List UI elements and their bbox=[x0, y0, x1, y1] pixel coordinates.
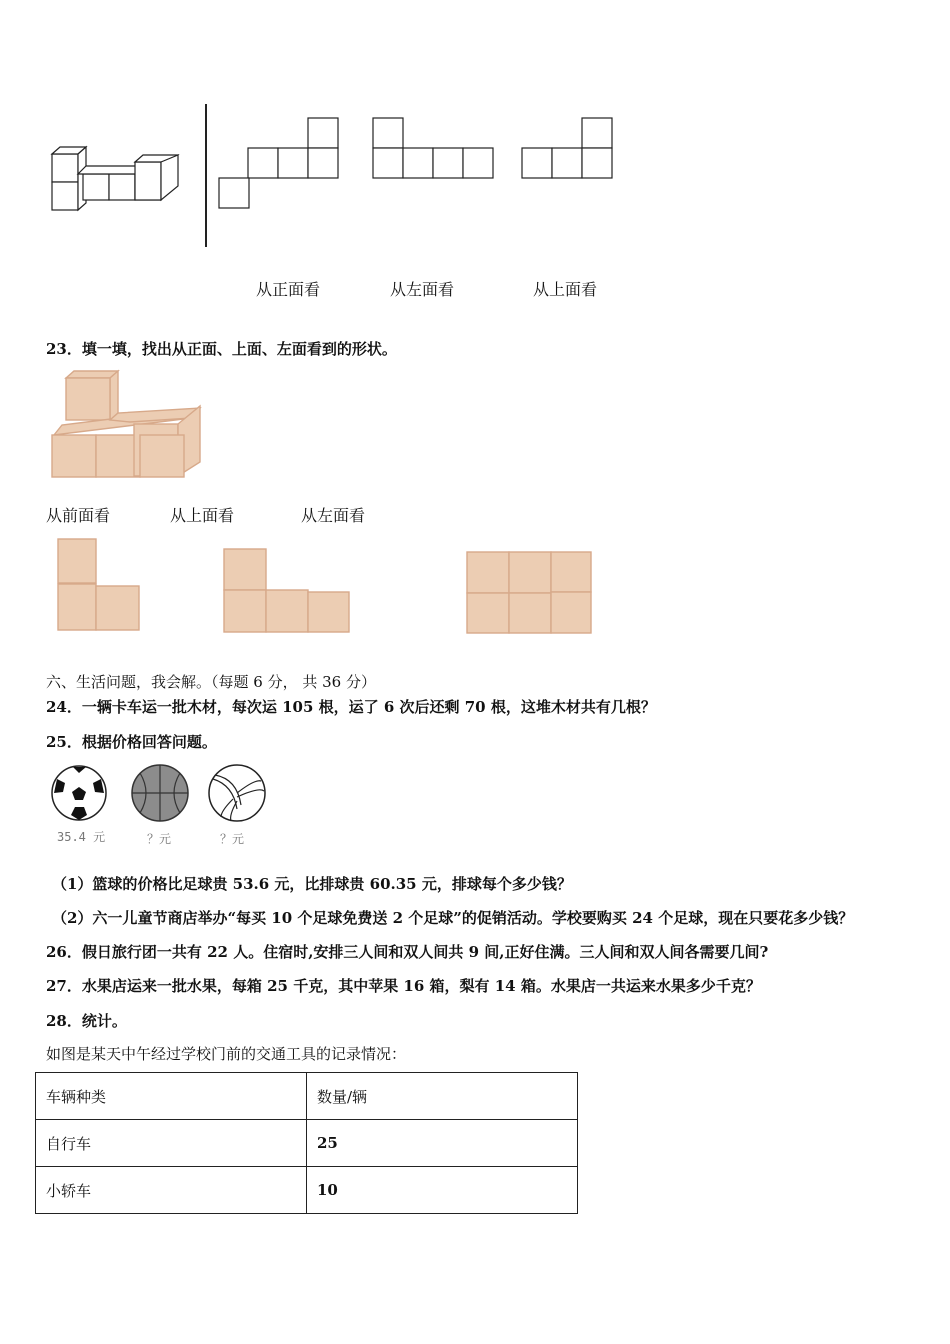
top-view-grid bbox=[522, 118, 617, 183]
left-view-grid bbox=[373, 118, 498, 183]
left-view-label: 从左面看 bbox=[390, 280, 455, 299]
question-28-intro: 如图是某天中午经过学校门前的交通工具的记录情况： bbox=[46, 1045, 407, 1063]
table-header-row bbox=[36, 1073, 578, 1120]
table-cell: 小轿车 bbox=[36, 1167, 307, 1214]
beige-cube-figure bbox=[50, 368, 210, 483]
question-25: 25．根据价格回答问题。 bbox=[46, 733, 217, 751]
q23-top-view bbox=[223, 548, 353, 638]
volleyball-price: ？元 bbox=[220, 832, 245, 846]
front-view-grid bbox=[219, 118, 344, 213]
question-27: 27．水果店运来一批水果，每箱 25 千克，其中苹果 16 箱，梨有 14 箱。水果店一共运来水果多少千克？ bbox=[46, 977, 761, 995]
q23-left-view bbox=[466, 551, 596, 636]
question-26: 26．假日旅行团一共有 22 人。住宿时,安排三人间和双人间共 9 间,正好住满。三人间和双人间各需要几间? bbox=[46, 943, 769, 961]
cube-stack-3d-figure bbox=[50, 146, 190, 216]
q23-top-label: 从上面看 bbox=[170, 506, 235, 525]
q23-front-view bbox=[57, 538, 147, 633]
section-6-title: 六、生活问题，我会解。（每题 6 分， 共 36 分） bbox=[46, 673, 376, 691]
front-view-label: 从正面看 bbox=[256, 280, 321, 299]
question-28: 28．统计。 bbox=[46, 1012, 127, 1030]
table-row bbox=[36, 1167, 578, 1214]
table-cell: 25 bbox=[307, 1120, 578, 1167]
q23-left-label: 从左面看 bbox=[301, 506, 366, 525]
table-header-cell: 数量/辆 bbox=[307, 1073, 578, 1120]
top-view-label: 从上面看 bbox=[533, 280, 598, 299]
soccer-ball-icon bbox=[49, 765, 109, 825]
volleyball-icon bbox=[207, 765, 267, 825]
q23-front-label: 从前面看 bbox=[46, 506, 111, 525]
table-header-cell: 车辆种类 bbox=[36, 1073, 307, 1120]
question-23: 23．填一填，找出从正面、上面、左面看到的形状。 bbox=[46, 340, 397, 358]
traffic-record-table bbox=[35, 1072, 578, 1214]
soccer-price: 35.4 元 bbox=[57, 830, 106, 844]
basketball-price: ？元 bbox=[147, 832, 172, 846]
question-24: 24．一辆卡车运一批木材，每次运 105 根，运了 6 次后还剩 70 根，这堆木材共有几根？ bbox=[46, 698, 656, 716]
question-25-sub2: （2）六一儿童节商店举办“每买 10 个足球免费送 2 个足球”的促销活动。学校要购买 24 个足球，现在只要花多少钱？ bbox=[52, 909, 854, 927]
basketball-icon bbox=[130, 765, 190, 825]
table-row bbox=[36, 1120, 578, 1167]
question-25-sub1: （1）篮球的价格比足球贵 53.6 元，比排球贵 60.35 元，排球每个多少钱？ bbox=[52, 875, 572, 893]
table-cell: 自行车 bbox=[36, 1120, 307, 1167]
divider-line bbox=[205, 104, 207, 247]
table-cell: 10 bbox=[307, 1167, 578, 1214]
